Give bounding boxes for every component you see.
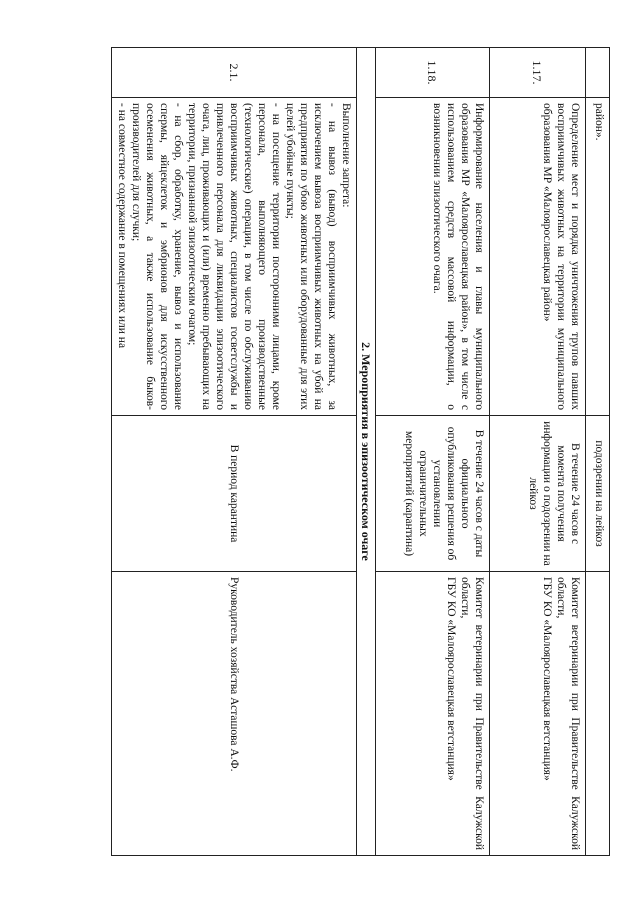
activity-cell: район». xyxy=(586,98,610,416)
activity-cell: Определение мест и порядка уничтожения трупов павших восприимчивых животных на территории муниципального образования МР «Малоярославецкая район» xyxy=(490,98,586,416)
responsible-cell xyxy=(376,572,490,856)
responsible-line: ГБУ КО «Малоярославецкая ветстанция» xyxy=(541,577,553,781)
prohibition-item: - на совместное содержание в помещениях или на xyxy=(116,103,128,349)
responsible-line: Комитет ветеринарии при Правительстве Калужской области, xyxy=(459,577,485,850)
activity-intro: Выполнение запрета: xyxy=(340,103,352,208)
responsible-line: ГБУ КО «Малоярославецкая ветстанция» xyxy=(445,577,457,781)
activity-cell: Информирование населения и главы муниципального образования МР «Малоярославецкая район», в том числе с использованием средств массовой информации, о возникновении эпизоотического очага. xyxy=(376,98,490,416)
row-number: 2.1. xyxy=(112,48,357,98)
table-row xyxy=(112,48,357,856)
responsible-cell xyxy=(490,572,586,856)
section-header-row xyxy=(357,48,376,856)
table-row xyxy=(586,48,610,856)
row-number: 1.18. xyxy=(376,48,490,98)
table-row xyxy=(376,48,490,856)
deadline-cell: В течение 24 часов с момента получения информации о подозрении на лейкоз xyxy=(490,416,586,572)
responsible-cell: Руководитель хозяйства Асташова А.Ф. xyxy=(112,572,357,856)
activity-cell xyxy=(112,98,357,416)
document-page xyxy=(90,47,610,855)
prohibition-item: - на посещение территории посторонними лицами, кроме персонала, выполняющего производственные (технологические) операции, в том числе по обслуживанию восприимчивых животных, специалистов госветслужбы и привлеченного персонала для ликвидации эпизоотического очага, лиц, проживающих и (или) временно пребывающих на территории, признанной эпизоотическим очагом; xyxy=(186,103,282,410)
responsible-cell xyxy=(586,572,610,856)
prohibition-item: - на сбор, обработку, хранение, вывоз и использование спермы, яйцеклеток и эмбрионов для искусственного осеменения животных, а также использование быков-производителей для случки; xyxy=(130,103,184,410)
section-title: 2. Мероприятия в эпизоотическом очаге xyxy=(357,48,376,856)
deadline-cell: В течение 24 часов с даты официального опубликования решения об установлении ограничительных мероприятий (карантина) xyxy=(376,416,490,572)
row-number: 1.17. xyxy=(490,48,586,98)
table-row xyxy=(490,48,586,856)
deadline-cell: В период карантина xyxy=(112,416,357,572)
row-number xyxy=(586,48,610,98)
prohibition-item: - на вывоз (вывод) восприимчивых животных, за исключением вывоза восприимчивых животных на убой на предприятия по убою животных или оборудованные для этих целей убойные пункты; xyxy=(284,103,338,410)
quarantine-measures-table xyxy=(111,47,610,856)
responsible-line: Комитет ветеринарии при Правительстве Калужской области, xyxy=(555,577,581,850)
deadline-cell: подозрении на лейкоз xyxy=(586,416,610,572)
